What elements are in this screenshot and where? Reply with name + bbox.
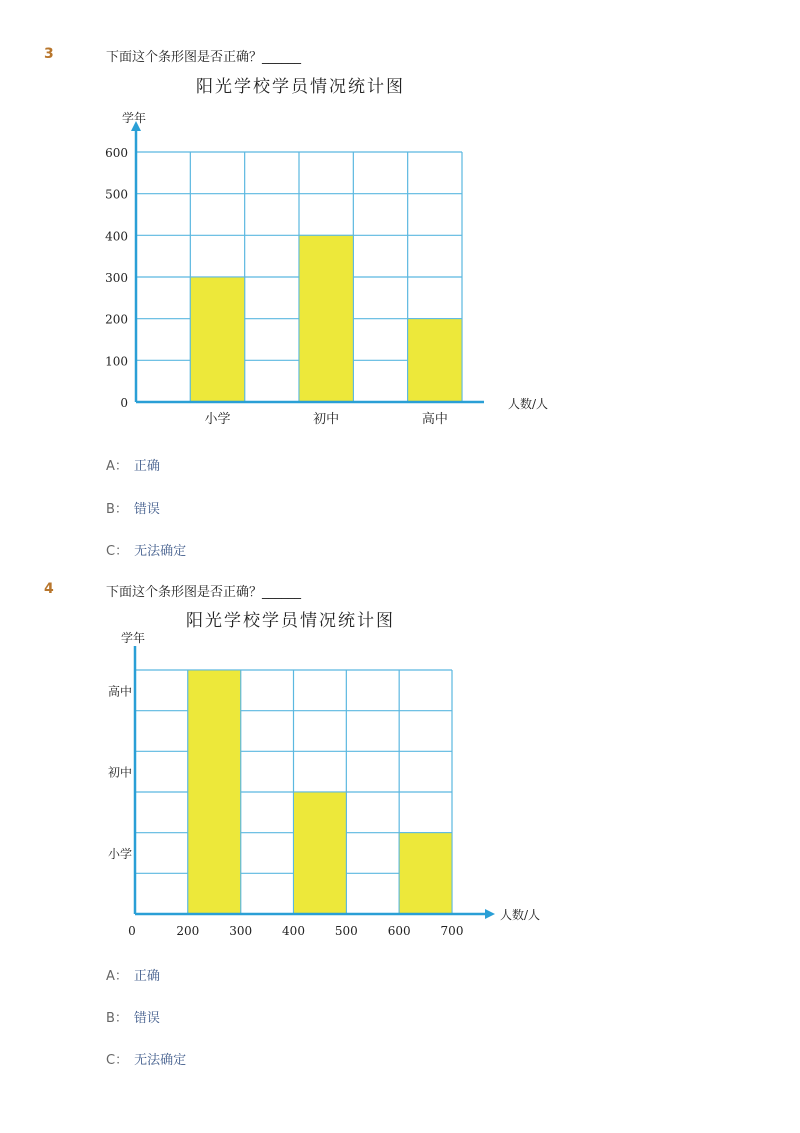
q4-option-b-letter: B：	[106, 1011, 128, 1026]
q3-option-b[interactable]	[106, 498, 160, 517]
bar-初中	[299, 235, 353, 402]
q3-option-c-text: 无法确定	[134, 544, 187, 559]
chart-1	[0, 100, 800, 440]
q3-option-b-text: 错误	[133, 502, 160, 517]
q4-option-a[interactable]	[106, 965, 160, 984]
y-tick-label: 200	[105, 312, 128, 327]
x-tick-label: 200	[176, 924, 200, 938]
q4-option-a-letter: A：	[106, 969, 128, 984]
x-tick-label: 高中	[421, 412, 448, 427]
x-tick-label: 500	[334, 924, 358, 938]
y-tick-label: 300	[105, 271, 128, 285]
question-4-text: 下面这个条形图是否正确？______	[106, 585, 302, 600]
question-3-text: 下面这个条形图是否正确？______	[106, 50, 302, 65]
q4-option-c[interactable]	[106, 1049, 186, 1068]
x-tick-label: 600	[387, 924, 411, 938]
q3-option-a[interactable]	[106, 455, 160, 474]
y-tick-label: 0	[120, 396, 128, 410]
question-3-number: 3	[44, 46, 54, 62]
q3-option-c-letter: C：	[106, 544, 129, 559]
y-axis-label: 学年	[121, 631, 146, 645]
chart-2-title: 阳光学校学员情况统计图	[186, 611, 395, 631]
y-tick-label: 600	[105, 146, 128, 160]
x-tick-label: 700	[440, 924, 464, 938]
q3-option-a-text: 正确	[133, 459, 160, 474]
y-tick-label: 500	[105, 187, 128, 202]
y-tick-label: 100	[105, 354, 128, 369]
y-tick-label: 高中	[107, 684, 132, 699]
chart-2	[0, 620, 800, 950]
q4-option-c-text: 无法确定	[134, 1053, 187, 1068]
y-tick-label: 400	[105, 229, 128, 244]
x-tick-label: 0	[128, 924, 136, 938]
y-axis-label: 学年	[122, 111, 147, 125]
x-axis-label: 人数/人	[500, 908, 541, 922]
x-tick-label: 小学	[204, 412, 231, 427]
q4-option-b-text: 错误	[133, 1011, 160, 1026]
chart-1-title: 阳光学校学员情况统计图	[196, 77, 405, 97]
y-tick-label: 小学	[107, 847, 132, 861]
x-axis-label: 人数/人	[508, 397, 549, 411]
x-tick-label: 400	[282, 924, 305, 938]
bar-小学	[190, 277, 244, 402]
q4-option-b[interactable]	[106, 1007, 160, 1026]
bar-高中	[399, 833, 452, 914]
bar-初中	[294, 792, 347, 914]
q3-option-b-letter: B：	[106, 502, 128, 517]
q3-option-a-letter: A：	[106, 459, 128, 474]
q3-option-c[interactable]	[106, 540, 186, 559]
bar-高中	[408, 319, 462, 402]
x-tick-label: 300	[229, 924, 253, 938]
q4-option-a-text: 正确	[133, 969, 160, 984]
x-tick-label: 初中	[313, 412, 340, 427]
y-tick-label: 初中	[107, 765, 132, 780]
question-4-number: 4	[44, 581, 54, 597]
q4-option-c-letter: C：	[106, 1053, 129, 1068]
bar-小学	[188, 670, 241, 914]
